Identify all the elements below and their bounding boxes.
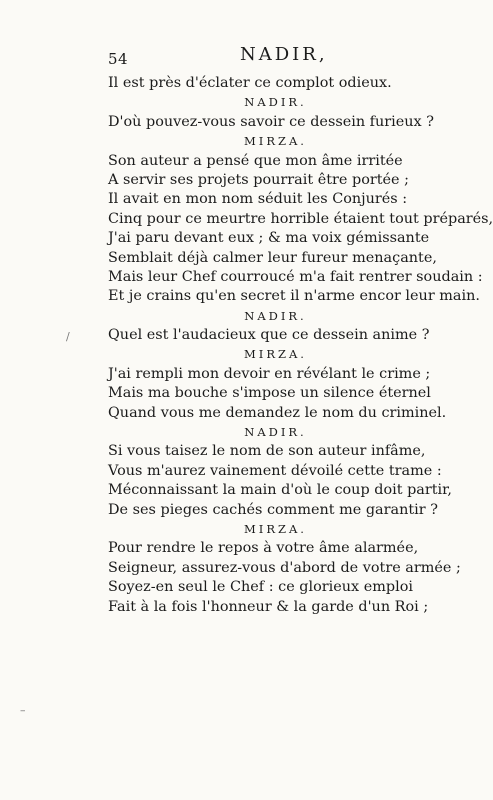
verse-line: Si vous taisez le nom de son auteur infâme, xyxy=(108,443,426,460)
verse-line: Son auteur a pensé que mon âme irritée xyxy=(108,152,403,169)
verse-line: Pour rendre le repos à votre âme alarmée, xyxy=(108,540,419,557)
verse-line: Seigneur, assurez-vous d'abord de votre armée ; xyxy=(108,559,461,576)
verse-line: Semblait déjà calmer leur fureur menaçante, xyxy=(108,249,437,266)
speaker-name: MIRZA. xyxy=(244,347,307,362)
verse-line: Cinq pour ce meurtre horrible étaient tout préparés, xyxy=(108,210,493,227)
verse-line: Mais leur Chef courroucé m'a fait rentrer soudain : xyxy=(108,268,483,285)
verse-line: Il est près d'éclater ce complot odieux. xyxy=(108,75,392,91)
verse-line: De ses pieges cachés comment me garantir ? xyxy=(108,501,438,518)
page-number: 54 xyxy=(108,50,129,68)
margin-mark: – xyxy=(20,704,26,717)
verse-line: Soyez-en seul le Chef : ce glorieux emploi xyxy=(108,579,413,596)
verse-line: Il avait en mon nom séduit les Conjurés : xyxy=(108,191,408,208)
verse-line: D'où pouvez-vous savoir ce dessein furieux ? xyxy=(108,113,434,130)
speaker-name: NADIR. xyxy=(244,308,307,323)
verse-line: J'ai paru devant eux ; & ma voix gémissante xyxy=(108,230,430,247)
speaker-name: MIRZA. xyxy=(244,134,307,149)
verse-line: Fait à la fois l'honneur & la garde d'un Roi ; xyxy=(108,598,429,615)
page-header xyxy=(108,44,408,68)
verse-line: J'ai rempli mon devoir en révélant le crime ; xyxy=(108,365,431,382)
speaker-name: NADIR. xyxy=(244,425,307,440)
speaker-name: NADIR. xyxy=(244,95,307,110)
verse-line: Et je crains qu'en secret il n'arme encor leur main. xyxy=(108,288,480,305)
verse-line: Méconnaissant la main d'où le coup doit partir, xyxy=(108,482,453,499)
verse-line: A servir ses projets pourrait être portée ; xyxy=(108,171,409,188)
verse-text-block xyxy=(108,74,493,617)
verse-line: Vous m'aurez vainement dévoilé cette trame : xyxy=(108,462,442,479)
verse-line: Quel est l'audacieux que ce dessein anime ? xyxy=(108,327,430,344)
speaker-name: MIRZA. xyxy=(244,521,307,536)
verse-line: Mais ma bouche s'impose un silence éternel xyxy=(108,385,431,402)
bottom-edge-marks xyxy=(0,786,433,798)
margin-mark: / xyxy=(66,330,70,343)
verse-line: Quand vous me demandez le nom du criminel. xyxy=(108,404,447,421)
running-title: NADIR, xyxy=(240,44,328,65)
